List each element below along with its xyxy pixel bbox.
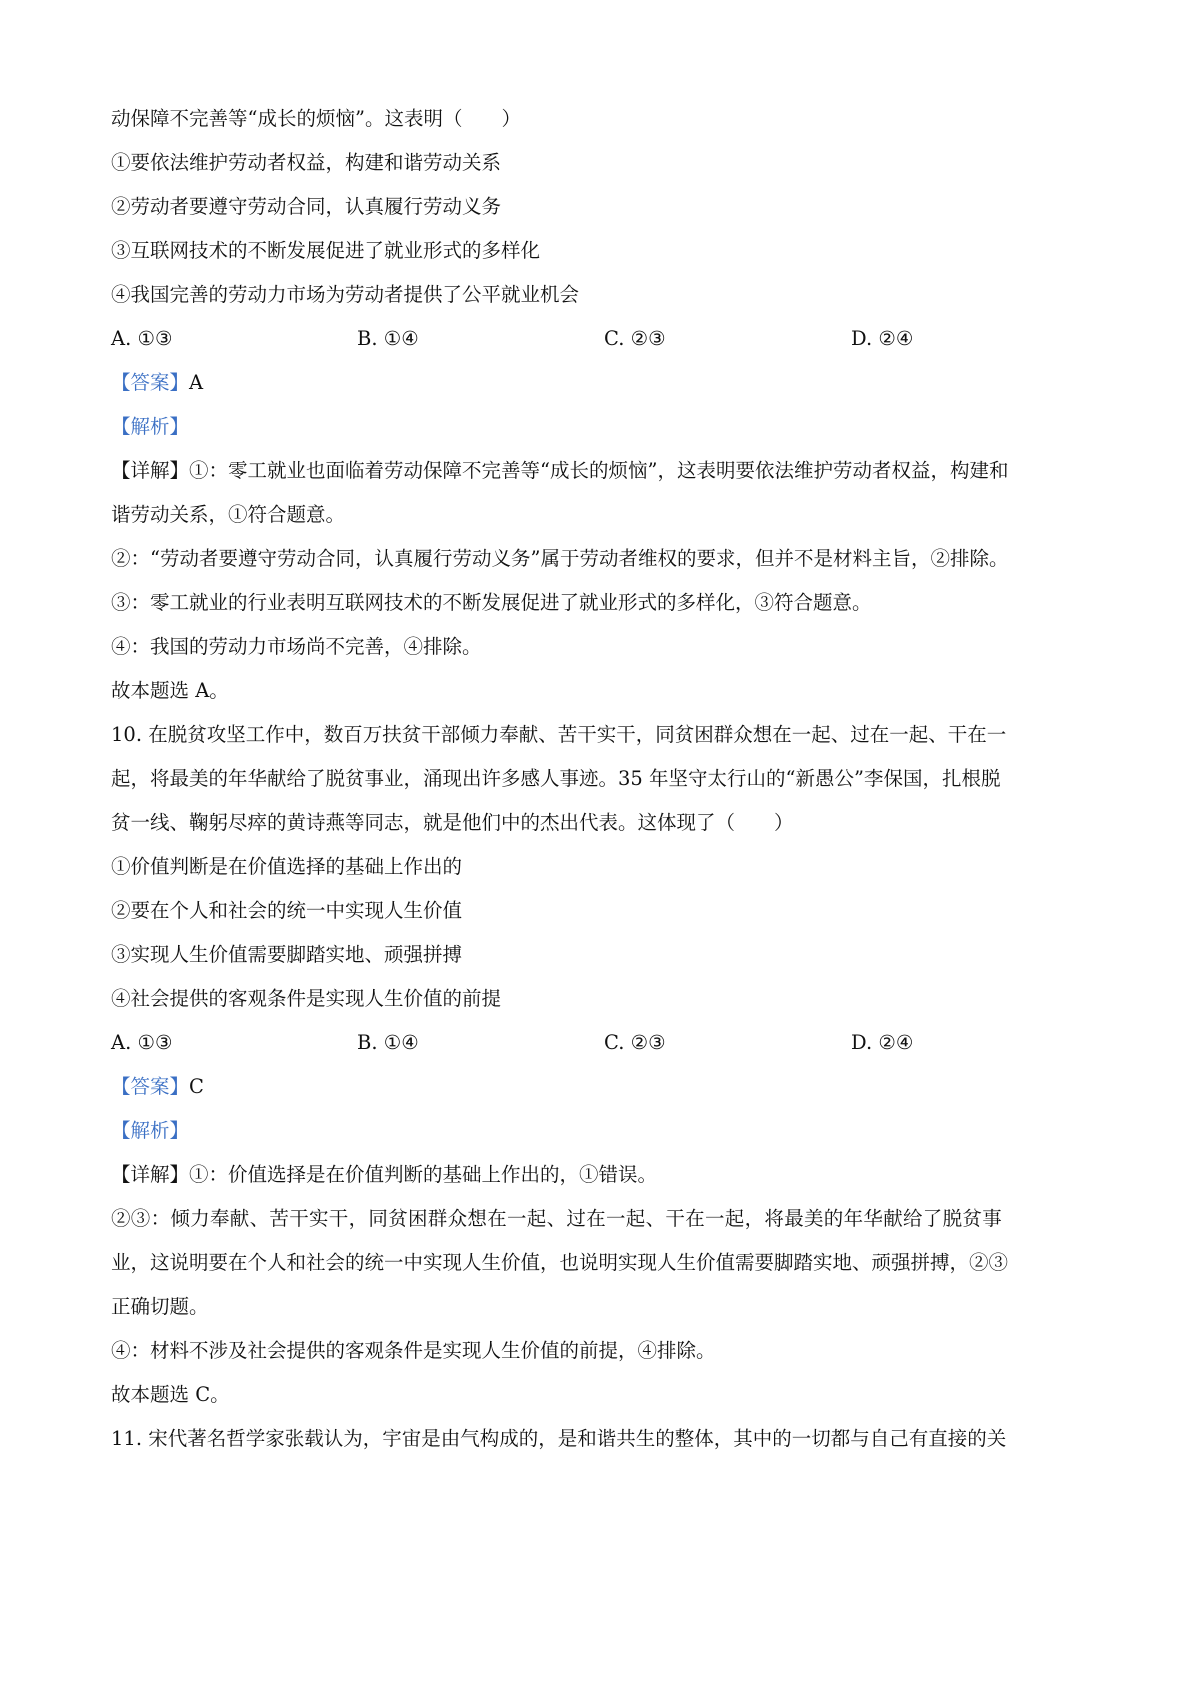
q10-stem-3: 贫一线、鞠躬尽瘁的黄诗燕等同志，就是他们中的杰出代表。这体现了（ ） — [111, 811, 794, 834]
q10-detail-6: 故本题选 C。 — [111, 1383, 230, 1406]
q9-detail-1: 【详解】①：零工就业也面临着劳动保障不完善等“成长的烦恼”，这表明要依法维护劳动者权益，构建和 — [111, 459, 1009, 482]
q9-stem-tail: 动保障不完善等“成长的烦恼”。这表明（ ） — [111, 107, 521, 130]
q10-detail-3: 业，这说明要在个人和社会的统一中实现人生价值，也说明实现人生价值需要脚踏实地、顽强拼搏，②③ — [111, 1251, 1009, 1274]
answer-value: C — [189, 1075, 204, 1098]
q10-statement-4: ④社会提供的客观条件是实现人生价值的前提 — [111, 987, 502, 1010]
q10-stem-2: 起，将最美的年华献给了脱贫事业，涌现出许多感人事迹。35 年坚守太行山的“新愚公”李保国，扎根脱 — [111, 767, 1001, 790]
answer-value: A — [189, 371, 204, 394]
q10-option-d: D. ②④ — [851, 1031, 914, 1054]
q9-option-b: B. ①④ — [357, 327, 419, 350]
q10-detail-2: ②③：倾力奉献、苦干实干，同贫困群众想在一起、过在一起、干在一起，将最美的年华献给了脱贫事 — [111, 1207, 1003, 1230]
q9-option-c: C. ②③ — [604, 327, 666, 350]
q9-detail-5: ④：我国的劳动力市场尚不完善，④排除。 — [111, 635, 482, 658]
analysis-label: 【解析】 — [111, 1119, 190, 1142]
q9-statement-2: ②劳动者要遵守劳动合同，认真履行劳动义务 — [111, 195, 502, 218]
q9-detail-4: ③：零工就业的行业表明互联网技术的不断发展促进了就业形式的多样化，③符合题意。 — [111, 591, 872, 614]
q10-option-c: C. ②③ — [604, 1031, 666, 1054]
q9-analysis-label — [111, 412, 189, 442]
q10-statement-2: ②要在个人和社会的统一中实现人生价值 — [111, 899, 463, 922]
answer-label: 【答案】 — [111, 1075, 190, 1098]
q9-detail-2: 谐劳动关系，①符合题意。 — [111, 503, 346, 526]
q9-option-a: A. ①③ — [111, 327, 173, 350]
q10-detail-4: 正确切题。 — [111, 1295, 209, 1318]
q10-stem-1: 10. 在脱贫攻坚工作中，数百万扶贫干部倾力奉献、苦干实干，同贫困群众想在一起、过在一起、干在一 — [111, 723, 1007, 746]
q9-detail-6: 故本题选 A。 — [111, 679, 229, 702]
analysis-label: 【解析】 — [111, 415, 190, 438]
q9-statement-4: ④我国完善的劳动力市场为劳动者提供了公平就业机会 — [111, 283, 580, 306]
q10-detail-5: ④：材料不涉及社会提供的客观条件是实现人生价值的前提，④排除。 — [111, 1339, 716, 1362]
q9-detail-3: ②：“劳动者要遵守劳动合同，认真履行劳动义务”属于劳动者维权的要求，但并不是材料主旨，②排除。 — [111, 547, 1009, 570]
q10-analysis-label — [111, 1116, 189, 1146]
q9-statement-3: ③互联网技术的不断发展促进了就业形式的多样化 — [111, 239, 541, 262]
q10-statement-3: ③实现人生价值需要脚踏实地、顽强拼搏 — [111, 943, 463, 966]
q9-answer — [111, 368, 203, 398]
q9-option-d: D. ②④ — [851, 327, 914, 350]
q10-answer — [111, 1072, 204, 1102]
q10-detail-1: 【详解】①：价值选择是在价值判断的基础上作出的，①错误。 — [111, 1163, 658, 1186]
answer-label: 【答案】 — [111, 371, 190, 394]
q10-statement-1: ①价值判断是在价值选择的基础上作出的 — [111, 855, 463, 878]
q9-statement-1: ①要依法维护劳动者权益，构建和谐劳动关系 — [111, 151, 502, 174]
q10-option-a: A. ①③ — [111, 1031, 173, 1054]
q10-option-b: B. ①④ — [357, 1031, 419, 1054]
q11-stem-1: 11. 宋代著名哲学家张载认为，宇宙是由气构成的，是和谐共生的整体，其中的一切都与自己有直接的关 — [111, 1427, 1007, 1450]
